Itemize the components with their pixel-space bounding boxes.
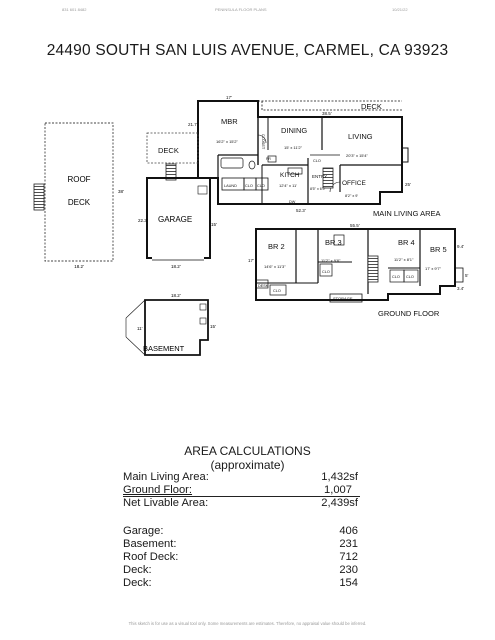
ground-dim-left: 17'	[248, 258, 254, 263]
clo-label-b: CLO	[257, 184, 265, 188]
ground-dim-right3: 5'	[465, 273, 469, 278]
fr-label: FR	[266, 157, 271, 161]
disclaimer-footer: This sketch is for use as a visual tool only. Some measurements are estimates. Therefore, no appraisal value should be inferred.	[128, 621, 367, 626]
area-extra-label: Deck:	[123, 577, 152, 589]
br2-dim: 14'6" x 11'3"	[264, 264, 286, 269]
ground-clo-d: CLO	[406, 275, 414, 279]
area-extra-value: 712	[339, 551, 358, 563]
basement-dim-w: 18.2'	[171, 293, 181, 298]
area-extra-label: Basement:	[123, 538, 177, 550]
garage	[138, 178, 217, 269]
ground-dim-right1: 9.4'	[457, 244, 465, 249]
dining-label: DINING	[281, 126, 308, 135]
kitchen-dim: 12'4" x 11'	[279, 183, 297, 188]
closet-label: CLOSET	[261, 134, 265, 150]
ground-floor-caption: GROUND FLOOR	[378, 309, 440, 318]
area-row-label: Net Livable Area:	[123, 497, 209, 509]
dining-dim: 15' x 11'2"	[284, 145, 302, 150]
ground-clo-b: CLO	[322, 270, 330, 274]
living-label: LIVING	[348, 132, 373, 141]
clo-label-a: CLO	[245, 184, 253, 188]
garage-dim-h: 22.3'	[138, 218, 148, 223]
deck-left-label: DECK	[158, 146, 179, 155]
ground-stairs	[368, 256, 378, 282]
header-phone: 831 601 8482	[62, 7, 87, 12]
roof-deck-label-1: ROOF	[67, 175, 91, 184]
kitchen-label: KITCH	[280, 172, 300, 179]
office-label: OFFICE	[342, 180, 366, 187]
basement	[126, 293, 216, 355]
area-extra-label: Deck:	[123, 564, 152, 576]
main-dim-top: 17'	[226, 95, 232, 100]
area-row-value: 1,432sf	[321, 471, 358, 483]
br4-dim: 11'2" x 8'1"	[394, 257, 414, 262]
area-extra-deck-1	[123, 564, 358, 578]
roof-deck-width: 18.2'	[74, 264, 84, 269]
ground-dim-top: 55.5'	[350, 223, 360, 228]
area-extra-roof-deck	[123, 551, 358, 565]
br4-label: BR 4	[398, 238, 415, 247]
garage-label: GARAGE	[158, 215, 193, 224]
br5-dim: 17' x 9'7"	[425, 266, 442, 271]
dw-label: DW	[289, 200, 296, 204]
laund-label: LAUND	[224, 184, 237, 188]
mbr-dim: 16'2" x 15'2"	[216, 139, 238, 144]
area-calculations-title: AREA CALCULATIONS	[184, 444, 311, 458]
area-extra-label: Roof Deck:	[123, 551, 179, 563]
roof-deck-label-2: DECK	[67, 198, 91, 207]
mbr-label: MBR	[221, 117, 238, 126]
main-dim-right: 25'	[405, 182, 411, 187]
basement-label: BASEMENT	[143, 344, 185, 353]
deck-label: DECK	[361, 102, 382, 111]
entry-label: ENTRY	[312, 174, 328, 179]
basement-dim-r: 15'	[210, 324, 216, 329]
area-extra-deck-2	[123, 577, 358, 591]
office-dim: 8'2" x 9'	[345, 194, 359, 198]
ground-clo-a: CLO	[273, 289, 281, 293]
main-living-caption: MAIN LIVING AREA	[373, 209, 441, 218]
clo-label-c: CLO	[313, 159, 321, 163]
br3-dim: 11'2" x 9'8"	[321, 258, 341, 263]
entry-dim: 8'5" x 6'5"	[310, 187, 326, 191]
garage-dim-w: 18.2'	[171, 264, 181, 269]
area-extra-value: 230	[339, 564, 358, 576]
ground-clo-c: CLO	[392, 275, 400, 279]
area-row-value: 1,007	[324, 484, 352, 496]
desk-label: DESK	[258, 284, 269, 288]
br3-label: BR 3	[325, 238, 342, 247]
area-row-value: 2,439sf	[321, 497, 358, 509]
area-row-net-livable	[123, 497, 358, 511]
area-row-label: Main Living Area:	[123, 471, 209, 483]
main-dim-bottom: 52.3'	[296, 208, 306, 213]
basement-dim-h: 11'	[137, 326, 143, 331]
main-dim-mbr: 21.7'	[188, 122, 198, 127]
area-extra-value: 154	[339, 577, 358, 589]
area-extra-value: 231	[339, 538, 358, 550]
property-address-title: 24490 SOUTH SAN LUIS AVENUE, CARMEL, CA 93923	[46, 42, 449, 59]
br2-label: BR 2	[268, 242, 285, 251]
main-dim-deck: 38.5'	[322, 111, 332, 116]
area-row-label: Ground Floor:	[123, 484, 193, 496]
area-extra-garage	[123, 525, 358, 539]
area-calculations-subtitle: (approximate)	[210, 458, 285, 472]
area-extra-value: 406	[339, 525, 358, 537]
roof-stairs	[34, 184, 44, 210]
area-row-main-living	[123, 471, 358, 485]
roof-deck	[34, 123, 124, 269]
area-extra-basement	[123, 538, 358, 552]
roof-deck-height: 38'	[118, 189, 124, 194]
living-dim: 20'3" x 15'4"	[346, 153, 368, 158]
header-company: PENINSULA FLOOR PLANS	[215, 7, 267, 12]
ground-dim-right2: 3.4'	[457, 286, 465, 291]
area-extra-label: Garage:	[123, 525, 164, 537]
garage-dim-r: 15'	[211, 222, 217, 227]
br5-label: BR 5	[430, 245, 447, 254]
header-date: 10/21/22	[392, 7, 408, 12]
storage-label: STORAGE	[333, 296, 353, 301]
